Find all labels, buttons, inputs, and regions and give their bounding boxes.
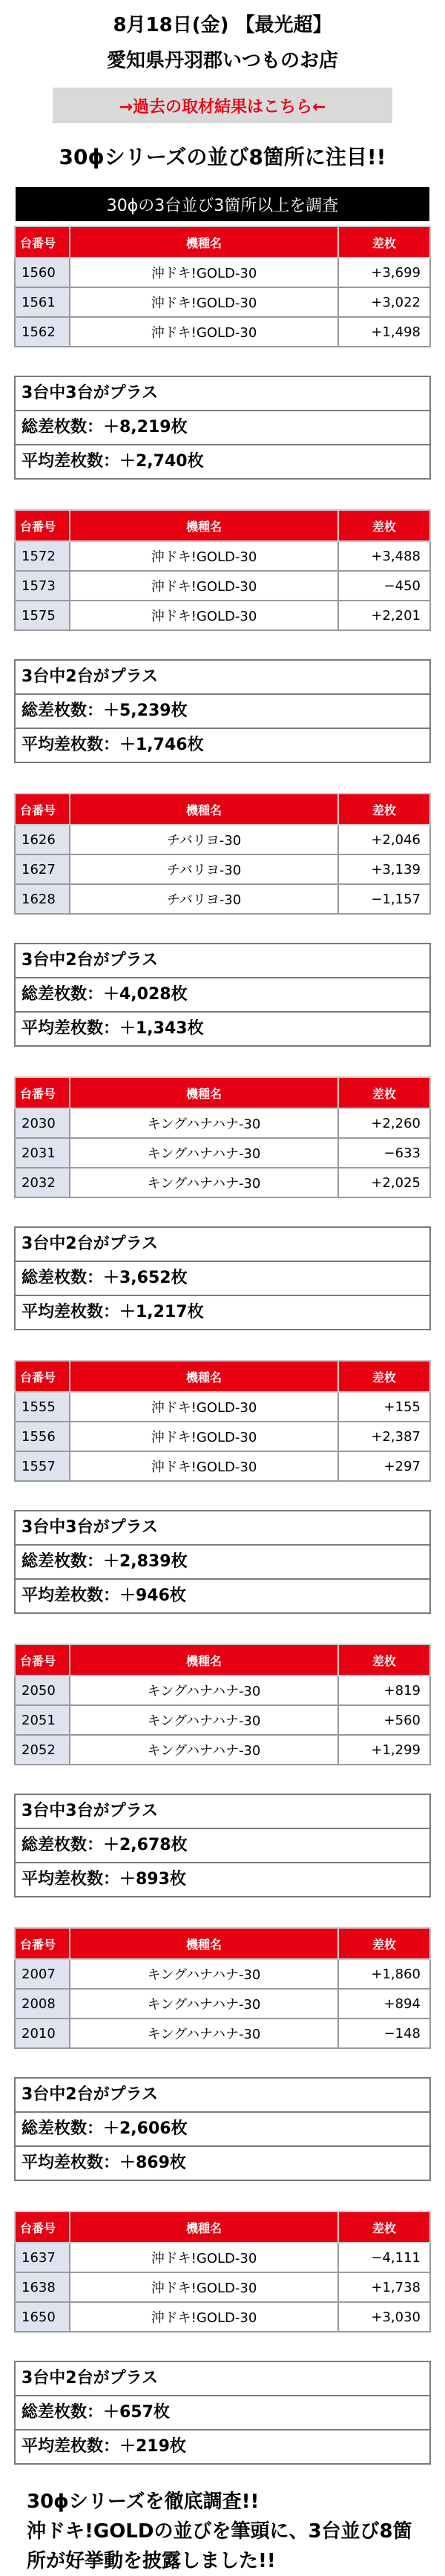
- machine-name: チバリヨ-30: [70, 854, 338, 884]
- col-header-machine: 機種名: [70, 510, 338, 541]
- table-header-row: [15, 1644, 430, 1676]
- col-header-diff: 差枚: [338, 1644, 430, 1676]
- table-row: [15, 1676, 430, 1705]
- coin-difference: +560: [338, 1705, 430, 1735]
- table-row: [15, 541, 430, 571]
- machine-number: 2031: [15, 1138, 70, 1168]
- machine-name: キングハナハナ-30: [70, 1676, 338, 1705]
- machine-name: 沖ドキ!GOLD-30: [70, 317, 338, 347]
- coin-difference: +1,498: [338, 317, 430, 347]
- result-group: [14, 1927, 431, 2181]
- total-difference: 総差枚数：＋8,219枚: [16, 410, 429, 444]
- result-group: [14, 509, 431, 763]
- table-row: [15, 1989, 430, 2018]
- coin-difference: +2,046: [338, 825, 430, 854]
- average-difference: 平均差枚数：＋869枚: [16, 2145, 429, 2180]
- col-header-diff: 差枚: [338, 1361, 430, 1392]
- coin-difference: −148: [338, 2018, 430, 2048]
- total-difference: 総差枚数：＋2,678枚: [16, 1828, 429, 1862]
- coin-difference: +1,299: [338, 1735, 430, 1765]
- coin-difference: +1,738: [338, 2272, 430, 2302]
- machine-name: 沖ドキ!GOLD-30: [70, 541, 338, 571]
- machine-number: 1556: [15, 1422, 70, 1451]
- table-header-row: [15, 794, 430, 825]
- summary-box: [14, 1794, 431, 1897]
- machine-number: 1557: [15, 1451, 70, 1481]
- table-header-row: [15, 1928, 430, 1959]
- machine-name: 沖ドキ!GOLD-30: [70, 1392, 338, 1422]
- col-header-number: 台番号: [15, 226, 70, 258]
- main-headline: 30ϕシリーズの並び8箇所に注目!!: [59, 145, 386, 169]
- plus-count: 3台中2台がプラス: [22, 1235, 158, 1253]
- machine-number: 1627: [15, 854, 70, 884]
- average-difference: 平均差枚数：＋219枚: [16, 2429, 429, 2463]
- machine-number: 2008: [15, 1989, 70, 2018]
- table-row: [15, 2302, 430, 2332]
- machine-name: 沖ドキ!GOLD-30: [70, 601, 338, 630]
- col-header-machine: 機種名: [70, 1077, 338, 1108]
- table-row: [15, 1108, 430, 1138]
- col-header-diff: 差枚: [338, 1077, 430, 1108]
- col-header-diff: 差枚: [338, 510, 430, 541]
- total-difference: 総差枚数：＋2,606枚: [16, 2111, 429, 2145]
- machine-table: [14, 509, 431, 631]
- col-header-number: 台番号: [15, 1644, 70, 1676]
- col-header-number: 台番号: [15, 2211, 70, 2243]
- coin-difference: +155: [338, 1392, 430, 1422]
- machine-name: 沖ドキ!GOLD-30: [70, 258, 338, 287]
- machine-table: [14, 793, 431, 915]
- coin-difference: −633: [338, 1138, 430, 1168]
- machine-number: 1561: [15, 287, 70, 317]
- machine-table: [14, 1076, 431, 1198]
- col-header-diff: 差枚: [338, 226, 430, 258]
- machine-number: 1572: [15, 541, 70, 571]
- machine-number: 1637: [15, 2243, 70, 2272]
- table-header-row: [15, 2211, 430, 2243]
- coin-difference: +3,488: [338, 541, 430, 571]
- plus-count: 3台中2台がプラス: [22, 2085, 158, 2104]
- machine-number: 2051: [15, 1705, 70, 1735]
- table-row: [15, 258, 430, 287]
- coin-difference: −4,111: [338, 2243, 430, 2272]
- col-header-machine: 機種名: [70, 794, 338, 825]
- coin-difference: −450: [338, 571, 430, 601]
- coin-difference: +2,260: [338, 1108, 430, 1138]
- average-difference: 平均差枚数：＋946枚: [16, 1578, 429, 1612]
- machine-table: [14, 1360, 431, 1482]
- coin-difference: +2,025: [338, 1168, 430, 1197]
- table-row: [15, 1959, 430, 1989]
- average-difference: 平均差枚数：＋893枚: [16, 1862, 429, 1896]
- average-difference: 平均差枚数：＋2,740枚: [16, 444, 429, 478]
- summary-box: [14, 659, 431, 763]
- coin-difference: +297: [338, 1451, 430, 1481]
- machine-name: チバリヨ-30: [70, 825, 338, 854]
- total-difference: 総差枚数：＋657枚: [16, 2395, 429, 2429]
- store-location: 愛知県丹羽郡いつものお店: [106, 50, 338, 72]
- table-row: [15, 571, 430, 601]
- table-header-row: [15, 510, 430, 541]
- plus-count: 3台中2台がプラス: [22, 951, 158, 970]
- machine-name: キングハナハナ-30: [70, 1138, 338, 1168]
- summary-box: [14, 1510, 431, 1614]
- total-difference: 総差枚数：＋5,239枚: [16, 693, 429, 728]
- result-group: [14, 1360, 431, 1614]
- machine-table: [14, 1644, 431, 1765]
- machine-name: 沖ドキ!GOLD-30: [70, 1451, 338, 1481]
- summary-box: [14, 943, 431, 1047]
- machine-number: 2030: [15, 1108, 70, 1138]
- machine-number: 1555: [15, 1392, 70, 1422]
- machine-name: キングハナハナ-30: [70, 1705, 338, 1735]
- coin-difference: +3,022: [338, 287, 430, 317]
- past-results-link[interactable]: →過去の取材結果はこちら←: [53, 88, 392, 123]
- col-header-machine: 機種名: [70, 1644, 338, 1676]
- table-row: [15, 1735, 430, 1765]
- col-header-machine: 機種名: [70, 1361, 338, 1392]
- table-row: [15, 1451, 430, 1481]
- coin-difference: +894: [338, 1989, 430, 2018]
- coin-difference: +1,860: [338, 1959, 430, 1989]
- date-title: 8月18日(金) 【最光超】: [113, 14, 332, 36]
- result-group: [14, 793, 431, 1047]
- coin-difference: +2,387: [338, 1422, 430, 1451]
- table-row: [15, 287, 430, 317]
- conclusion-line-2: 沖ドキ!GOLDの並びを筆頭に、3台並び8箇所が好挙動を披露しました!!: [27, 2520, 412, 2572]
- table-row: [15, 2243, 430, 2272]
- result-group: [14, 226, 431, 480]
- total-difference: 総差枚数：＋4,028枚: [16, 977, 429, 1011]
- table-header-row: [15, 1077, 430, 1108]
- conclusion-line-1: 30ϕシリーズを徹底調査!!: [27, 2491, 260, 2513]
- col-header-number: 台番号: [15, 1077, 70, 1108]
- machine-number: 1626: [15, 825, 70, 854]
- col-header-number: 台番号: [15, 510, 70, 541]
- machine-number: 1560: [15, 258, 70, 287]
- average-difference: 平均差枚数：＋1,217枚: [16, 1295, 429, 1329]
- plus-count: 3台中3台がプラス: [22, 1518, 158, 1537]
- machine-number: 2050: [15, 1676, 70, 1705]
- plus-count: 3台中3台がプラス: [22, 384, 158, 402]
- col-header-number: 台番号: [15, 794, 70, 825]
- machine-table: [14, 226, 431, 347]
- machine-name: キングハナハナ-30: [70, 1989, 338, 2018]
- summary-box: [14, 1226, 431, 1330]
- table-row: [15, 825, 430, 854]
- machine-number: 1562: [15, 317, 70, 347]
- result-group: [14, 1076, 431, 1330]
- machine-name: 沖ドキ!GOLD-30: [70, 571, 338, 601]
- machine-name: キングハナハナ-30: [70, 1108, 338, 1138]
- summary-box: [14, 2361, 431, 2465]
- coin-difference: +3,699: [338, 258, 430, 287]
- total-difference: 総差枚数：＋3,652枚: [16, 1261, 429, 1295]
- plus-count: 3台中2台がプラス: [22, 2369, 158, 2387]
- col-header-machine: 機種名: [70, 1928, 338, 1959]
- article-page: [0, 12, 445, 2572]
- machine-name: キングハナハナ-30: [70, 1168, 338, 1197]
- machine-number: 1575: [15, 601, 70, 630]
- col-header-number: 台番号: [15, 1361, 70, 1392]
- machine-name: 沖ドキ!GOLD-30: [70, 287, 338, 317]
- machine-number: 1650: [15, 2302, 70, 2332]
- machine-name: キングハナハナ-30: [70, 1959, 338, 1989]
- machine-name: 沖ドキ!GOLD-30: [70, 2302, 338, 2332]
- col-header-number: 台番号: [15, 1928, 70, 1959]
- summary-box: [14, 2077, 431, 2181]
- table-row: [15, 317, 430, 347]
- result-group: [14, 2211, 431, 2465]
- table-row: [15, 1138, 430, 1168]
- coin-difference: +3,030: [338, 2302, 430, 2332]
- machine-number: 1573: [15, 571, 70, 601]
- col-header-diff: 差枚: [338, 794, 430, 825]
- machine-table: [14, 2211, 431, 2333]
- machine-name: キングハナハナ-30: [70, 2018, 338, 2048]
- table-row: [15, 854, 430, 884]
- machine-name: チバリヨ-30: [70, 884, 338, 914]
- machine-number: 2007: [15, 1959, 70, 1989]
- table-row: [15, 601, 430, 630]
- survey-banner: 30ϕの3台並び3箇所以上を調査: [16, 187, 429, 221]
- result-group: [14, 1644, 431, 1897]
- coin-difference: +3,139: [338, 854, 430, 884]
- col-header-diff: 差枚: [338, 1928, 430, 1959]
- summary-box: [14, 376, 431, 480]
- machine-table: [14, 1927, 431, 2049]
- machine-name: 沖ドキ!GOLD-30: [70, 2243, 338, 2272]
- machine-number: 2032: [15, 1168, 70, 1197]
- col-header-machine: 機種名: [70, 2211, 338, 2243]
- table-row: [15, 1392, 430, 1422]
- machine-name: キングハナハナ-30: [70, 1735, 338, 1765]
- col-header-machine: 機種名: [70, 226, 338, 258]
- coin-difference: +2,201: [338, 601, 430, 630]
- machine-name: 沖ドキ!GOLD-30: [70, 1422, 338, 1451]
- total-difference: 総差枚数：＋2,839枚: [16, 1544, 429, 1578]
- results-list: [0, 226, 445, 2465]
- coin-difference: +819: [338, 1676, 430, 1705]
- average-difference: 平均差枚数：＋1,343枚: [16, 1011, 429, 1045]
- table-row: [15, 2272, 430, 2302]
- coin-difference: −1,157: [338, 884, 430, 914]
- table-row: [15, 1705, 430, 1735]
- plus-count: 3台中3台がプラス: [22, 1802, 158, 1820]
- table-row: [15, 1168, 430, 1197]
- machine-number: 1638: [15, 2272, 70, 2302]
- average-difference: 平均差枚数：＋1,746枚: [16, 728, 429, 762]
- table-header-row: [15, 226, 430, 258]
- table-row: [15, 884, 430, 914]
- machine-number: 2010: [15, 2018, 70, 2048]
- plus-count: 3台中2台がプラス: [22, 667, 158, 686]
- conclusion-text: [27, 2487, 427, 2576]
- machine-number: 2052: [15, 1735, 70, 1765]
- col-header-diff: 差枚: [338, 2211, 430, 2243]
- table-header-row: [15, 1361, 430, 1392]
- table-row: [15, 2018, 430, 2048]
- table-row: [15, 1422, 430, 1451]
- machine-number: 1628: [15, 884, 70, 914]
- machine-name: 沖ドキ!GOLD-30: [70, 2272, 338, 2302]
